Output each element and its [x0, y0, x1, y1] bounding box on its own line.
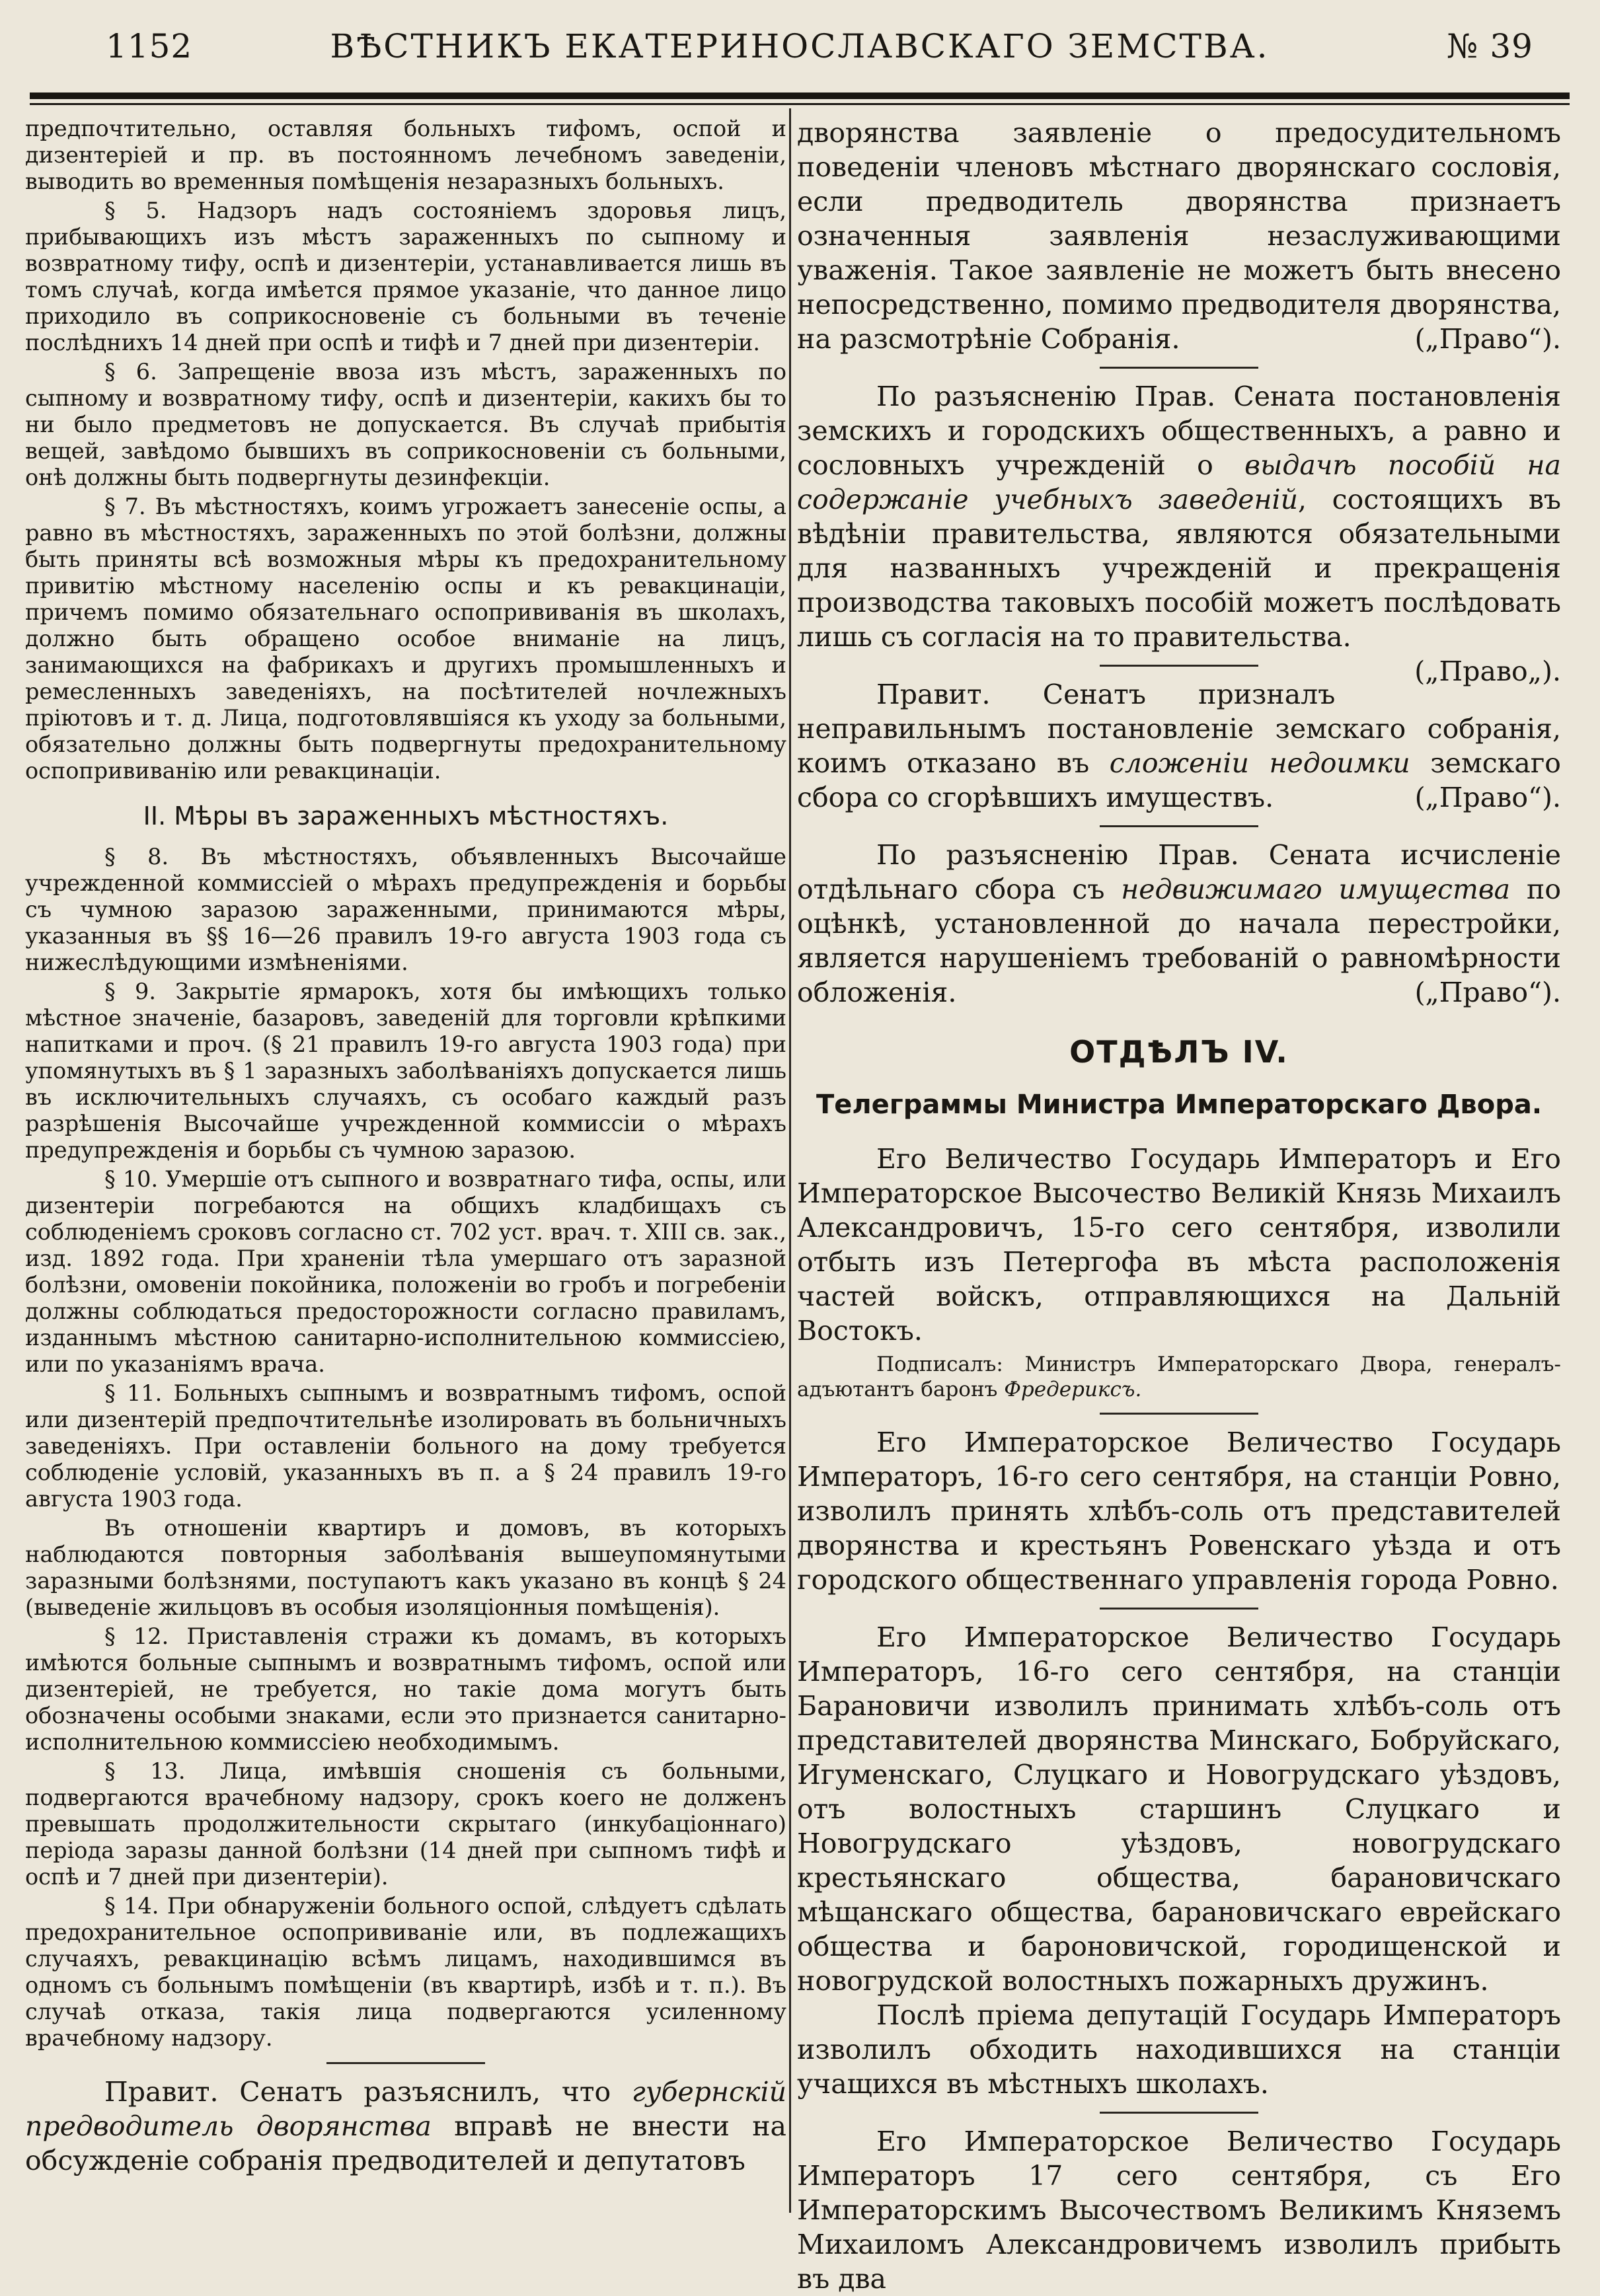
- paragraph-section-11-note: Въ отношенiи квартиръ и домовъ, въ которыхъ наблюдаются повторныя заболѣванiя вышеупомянутыми заразными болѣзнями, поступаютъ какъ указано въ концѣ § 24 (выведенiе жильцовъ въ особыя изоляцiонныя помѣщенiя).: [25, 1515, 786, 1620]
- paragraph-continued: предпочтительно, оставляя больныхъ тифомъ, оспой и дизентерiей и пр. въ постоянномъ лечебномъ заведенiи, выводить во временныя помѣщенiя незаразныхъ больныхъ.: [25, 116, 786, 194]
- paragraph-section-11: § 11. Больныхъ сыпнымъ и возвратнымъ тифомъ, оспой или дизентерiй предпочтительнѣе изолировать въ больничныхъ заведенiяхъ. При оставленiи больного на дому требуется соблюденiе условiй, указанныхъ въ п. а § 24 правилъ 19-го августа 1903 года.: [25, 1380, 786, 1512]
- telegram-1: Его Величество Государь Императоръ и Его Императорское Высочество Великiй Князь Михаилъ Александровичъ, 15-го сего сентября, изволили отбыть изъ Петергофа въ мѣста расположенiя частей войскъ, отправляющихся на Дальнiй Востокъ.: [797, 1143, 1561, 1347]
- telegram-3-continued: Послѣ прiема депутацiй Государь Императоръ изволилъ обходить находившихся на станцiи учащихся въ мѣстныхъ школахъ.: [797, 1999, 1561, 2100]
- paragraph-arrears: Правит. Сенатъ призналъ неправильнымъ постановленiе земскаго собранiя, коимъ отказано въ сложенiи недоимки земскаго сбора со сгорѣвшихъ имуществъ. („Право“).: [797, 679, 1561, 813]
- source-citation: („Право“).: [1414, 323, 1561, 355]
- source-citation: („Право“).: [1414, 782, 1561, 813]
- signature-name: Фредериксъ.: [1004, 1378, 1142, 1401]
- paragraph-section-10: § 10. Умершiе отъ сыпного и возвратнаго тифа, оспы, или дизентерiи погребаются на общихъ кладбищахъ съ соблюденiемъ сроковъ согласно ст. 702 уст. врач. т. XIII св. зак., изд. 1892 года. При храненiи тѣла умершаго отъ заразной болѣзни, омовенiи покойника, положенiи во гробъ и погребенiи должны соблюдаться предосторожности согласно правиламъ, изданнымъ мѣстною санитарно-исполнительною коммиссiею, или по указанiямъ врача.: [25, 1166, 786, 1377]
- emphasis-text: сложенiи недоимки: [1109, 747, 1410, 779]
- paragraph-section-7: § 7. Въ мѣстностяхъ, коимъ угрожаетъ занесенiе оспы, а равно въ мѣстностяхъ, зараженныхъ по этой болѣзни, должны быть приняты всѣ возможныя мѣры къ предохранительному привитiю мѣстному населенiю оспы и къ ревакцинацiи, причемъ помимо обязательнаго оспопрививанiя въ школахъ, должно быть обращено особое вниманiе на лицъ, занимающихся на фабрикахъ и другихъ промышленныхъ и ремесленныхъ заведенiяхъ, на посѣтителей ночлежныхъ прiютовъ и т. д. Лица, подготовлявшiяся къ уходу за больными, обязательно должны быть подвергнуты предохранительному оспопрививанiю или ревакцинацiи.: [25, 494, 786, 784]
- separator-rule: [1100, 665, 1258, 667]
- source-citation: („Право“).: [1414, 977, 1561, 1008]
- separator-rule: [1100, 367, 1258, 369]
- signature-line: Подписалъ: Министръ Императорскаго Двора, генералъ-адъютантъ баронъ Фредериксъ.: [797, 1352, 1561, 1401]
- paragraph-section-8: § 8. Въ мѣстностяхъ, объявленныхъ Высочайше учрежденной коммиссiей о мѣрахъ предупрежденiя и борьбы съ чумною заразою зараженными, принимаются мѣры, указанныя въ §§ 16—26 правилъ 19-го августа 1903 года съ нижеслѣдующими измѣненiями.: [25, 844, 786, 975]
- source-citation: („Право„).: [1414, 655, 1561, 687]
- header-rule-thin: [30, 103, 1570, 105]
- paragraph-section-5: § 5. Надзоръ надъ состоянiемъ здоровья лицъ, прибывающихъ изъ мѣстъ зараженныхъ по сыпному и возвратному тифу, оспѣ и дизентерiи, устанавливается лишь въ томъ случаѣ, когда имѣется прямое указанiе, что данное лицо приходило въ соприкосновенiе съ больными въ теченiе послѣднихъ 14 дней при оспѣ и тифѣ и 7 дней при дизентерiи.: [25, 198, 786, 355]
- separator-rule: [1100, 1413, 1258, 1415]
- right-column: [797, 116, 1561, 2296]
- header-rule-thick: [30, 93, 1570, 99]
- left-column: [25, 116, 786, 2178]
- paragraph-real-estate-tax: По разъясненiю Прав. Сената исчисленiе отдѣльнаго сбора съ недвижимаго имущества по оцѣнкѣ, установленной до начала перестройки, является нарушенiемъ требованiй о равномѣрности обложенiя. („Право“).: [797, 839, 1562, 1008]
- paragraph-senate-ruling: Правит. Сенатъ разъяснилъ, что губернскiй предводитель дворянства вправѣ не внести на обсужденiе собранiя предводителей и депутатовъ: [25, 2076, 786, 2176]
- paragraph-section-9: § 9. Закрытiе ярмарокъ, хотя бы имѣющихъ только мѣстное значенiе, базаровъ, заведенiй для торговли крѣпкими напитками и проч. (§ 21 правилъ 19-го августа 1903 года) при упомянутыхъ въ § 1 заразныхъ заболѣванiяхъ допускается лишь въ исключительныхъ случаяхъ, съ особаго каждый разъ разрѣшенiя Высочайше учрежденной коммиссiи о мѣрахъ предупрежденiя и борьбы съ чумною заразою.: [25, 979, 786, 1163]
- emphasis-text: недвижимаго имущества: [1121, 873, 1511, 905]
- column-divider: [789, 108, 791, 2213]
- separator-rule: [1100, 1608, 1258, 1610]
- page-header: [26, 20, 1573, 73]
- paragraph-section-14: § 14. При обнаруженiи больного оспой, слѣдуетъ сдѣлать предохранительное оспопрививанiе или, въ подлежащихъ случаяхъ, ревакцинацiю всѣмъ лицамъ, находившимся въ одномъ съ больнымъ помѣщенiи (въ квартирѣ, избѣ и т. п.). Въ случаѣ отказа, такiя лица подвергаются усиленному врачебному надзору.: [25, 1893, 786, 2051]
- separator-rule: [326, 2062, 485, 2064]
- separator-rule: [1100, 825, 1258, 827]
- telegrams-heading: Телеграммы Министра Императорскаго Двора.: [816, 1090, 1543, 1120]
- paragraph-section-6: § 6. Запрещенiе ввоза изъ мѣстъ, зараженныхъ по сыпному и возвратному тифу, оспѣ и дизентерiи, какихъ бы то ни было предметовъ не допускается. Въ случаѣ прибытiя вещей, завѣдомо бывшихъ въ соприкосновенiи съ больными, онѣ должны быть подвергнуты дезинфекцiи.: [25, 359, 786, 490]
- issue-number: № 39: [1447, 27, 1533, 65]
- telegram-4: Его Императорское Величество Государь Императоръ 17 сего сентября, съ Его Императорскимъ Высочествомъ Великимъ Княземъ Михаиломъ Александровичемъ изволилъ прибыть въ два: [797, 2126, 1561, 2295]
- paragraph-section-13: § 13. Лица, имѣвшiя сношенiя съ больными, подвергаются врачебному надзору, срокъ коего не долженъ превышать продолжительности скрытаго (инкубацiоннаго) перiода заразы данной болѣзни (14 дней при сыпномъ тифѣ и оспѣ и 7 дней при дизентерiи).: [25, 1758, 786, 1890]
- telegram-2: Его Императорское Величество Государь Императоръ, 16-го сего сентября, на станцiи Ровно, изволилъ принять хлѣбъ-соль отъ представителей дворянства и крестьянъ Ровенскаго уѣзда и отъ городского общественнаго управленiя города Ровно.: [797, 1426, 1561, 1596]
- section-2-heading: II. Мѣры въ зараженныхъ мѣстностяхъ.: [143, 801, 669, 831]
- department-heading: ОТДѢЛЪ IV.: [1069, 1034, 1289, 1070]
- separator-rule: [1100, 2112, 1258, 2114]
- paragraph-nobility-statement: дворянства заявленiе о предосудительномъ поведенiи членовъ мѣстнаго дворянскаго сословiя, если предводитель дворянства признаетъ означенныя заявленiя незаслуживающими уваженiя. Такое заявленiе не можетъ быть внесено непосредственно, помимо предводителя дворянства, на разсмотрѣнiе Собранiя. („Право“).: [797, 117, 1561, 355]
- paragraph-section-12: § 12. Приставленiя стражи къ домамъ, въ которыхъ имѣются больные сыпнымъ и возвратнымъ тифомъ, оспой или дизентерiей, не требуется, но такiе дома могутъ быть обозначены особыми знаками, если это признается санитарно-исполнительною коммиссiею необходимымъ.: [25, 1623, 786, 1755]
- emphasis-text: губернскiй предводитель дворянства: [25, 2076, 786, 2142]
- emphasis-text: выдачѣ пособiй на содержанiе учебныхъ заведенiй: [797, 449, 1561, 515]
- page-number: 1152: [106, 27, 193, 65]
- journal-title: ВѢСТНИКЪ ЕКАТЕРИНОСЛАВСКАГО ЗЕМСТВА.: [330, 27, 1270, 65]
- telegram-3: Его Императорское Величество Государь Императоръ, 16-го сего сентября, на станцiи Барановичи изволилъ принимать хлѣбъ-соль отъ представителей дворянства Минскаго, Бобруйскаго, Игуменскаго, Слуцкаго и Новогрудскаго уѣздовъ, отъ волостныхъ старшинъ Слуцкаго и Новогрудскаго уѣздовъ, новогрудскаго крестьянскаго общества, барановичскаго мѣщанскаго общества, барановичскаго еврейскаго общества и бароновичской, городищенской и новогрудской волостныхъ пожарныхъ дружинъ.: [797, 1621, 1561, 1997]
- paragraph-school-grants: По разъясненiю Прав. Сената постановленiя земскихъ и городскихъ общественныхъ, а равно и сословныхъ учрежденiй о выдачѣ пособiй на содержанiе учебныхъ заведенiй, состоящихъ въ вѣдѣнiи правительства, являются обязательными для названныхъ учрежденiй и прекращенiя производства таковыхъ пособiй можетъ послѣдовать лишь съ согласiя на то правительства. („Право„).: [797, 381, 1561, 687]
